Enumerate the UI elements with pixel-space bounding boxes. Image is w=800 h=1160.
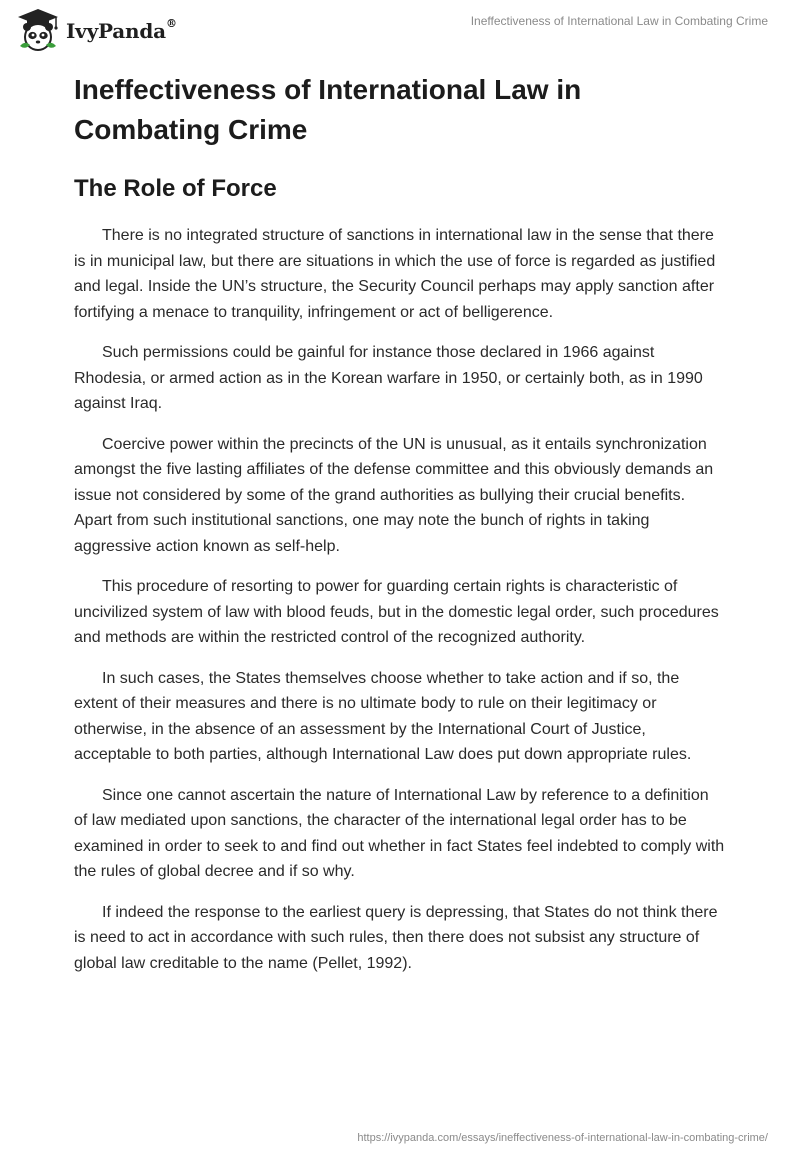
paragraph: This procedure of resorting to power for guarding certain rights is characteristic of uncivilized system of law with blood feuds, but in the domestic legal order, such procedures and methods are within the restricted control of the recognized authority.: [74, 578, 719, 646]
running-title: Ineffectiveness of International Law in Combating Crime: [470, 14, 768, 28]
paragraph: There is no integrated structure of sanctions in international law in the sense that there is in municipal law, but there are situations in which the use of force is regarded as justified and legal. Inside the UN’s structure, the Security Council perhaps may apply sanction after fortifying a menace to tranquility, infringement or act of belligerence.: [74, 227, 716, 321]
source-url[interactable]: https://ivypanda.com/essays/ineffectiveness-of-international-law-in-combating-crime/: [357, 1132, 768, 1144]
paragraph: In such cases, the States themselves choose whether to take action and if so, the extent of their measures and there is no ultimate body to rule on their legitimacy or otherwise, in the absence of an assessment by the International Court of Justice, acceptable to both parties, although International Law does put down appropriate rules.: [74, 669, 692, 763]
page-title: Ineffectiveness of International Law in Combating Crime: [74, 74, 582, 145]
section-heading: The Role of Force: [74, 175, 277, 202]
page-header: [0, 0, 800, 60]
paragraph: If indeed the response to the earliest query is depressing, that States do not think there is need to act in accordance with such rules, then there does not subsist any structure of global law creditable to the name (Pellet, 1992).: [74, 903, 718, 972]
article: [74, 70, 726, 991]
paragraph: Coercive power within the precincts of the UN is unusual, as it entails synchronization amongst the five lasting affiliates of the defense committee and this obviously demands an issue not considered by some of the grand authorities as bullying their crucial benefits. Apart from such institutional sanctions, one may note the bunch of rights in taking aggressive action known as self-help.: [74, 435, 714, 555]
article-body: [74, 223, 726, 976]
brand-name: IvyPanda®: [66, 17, 177, 43]
registered-mark: ®: [165, 17, 177, 30]
ivypanda-logo[interactable]: [14, 6, 177, 54]
paragraph: Such permissions could be gainful for instance those declared in 1966 against Rhodesia, or armed action as in the Korean warfare in 1950, or certainly both, as in 1990 against Iraq.: [74, 344, 703, 412]
panda-graduation-cap-icon: [14, 6, 62, 54]
paragraph: Since one cannot ascertain the nature of International Law by reference to a definition of law mediated upon sanctions, the character of the international legal order has to be examined in order to seek to and find out whether in fact States feel indebted to comply with the rules of global decree and if so why.: [74, 786, 725, 880]
